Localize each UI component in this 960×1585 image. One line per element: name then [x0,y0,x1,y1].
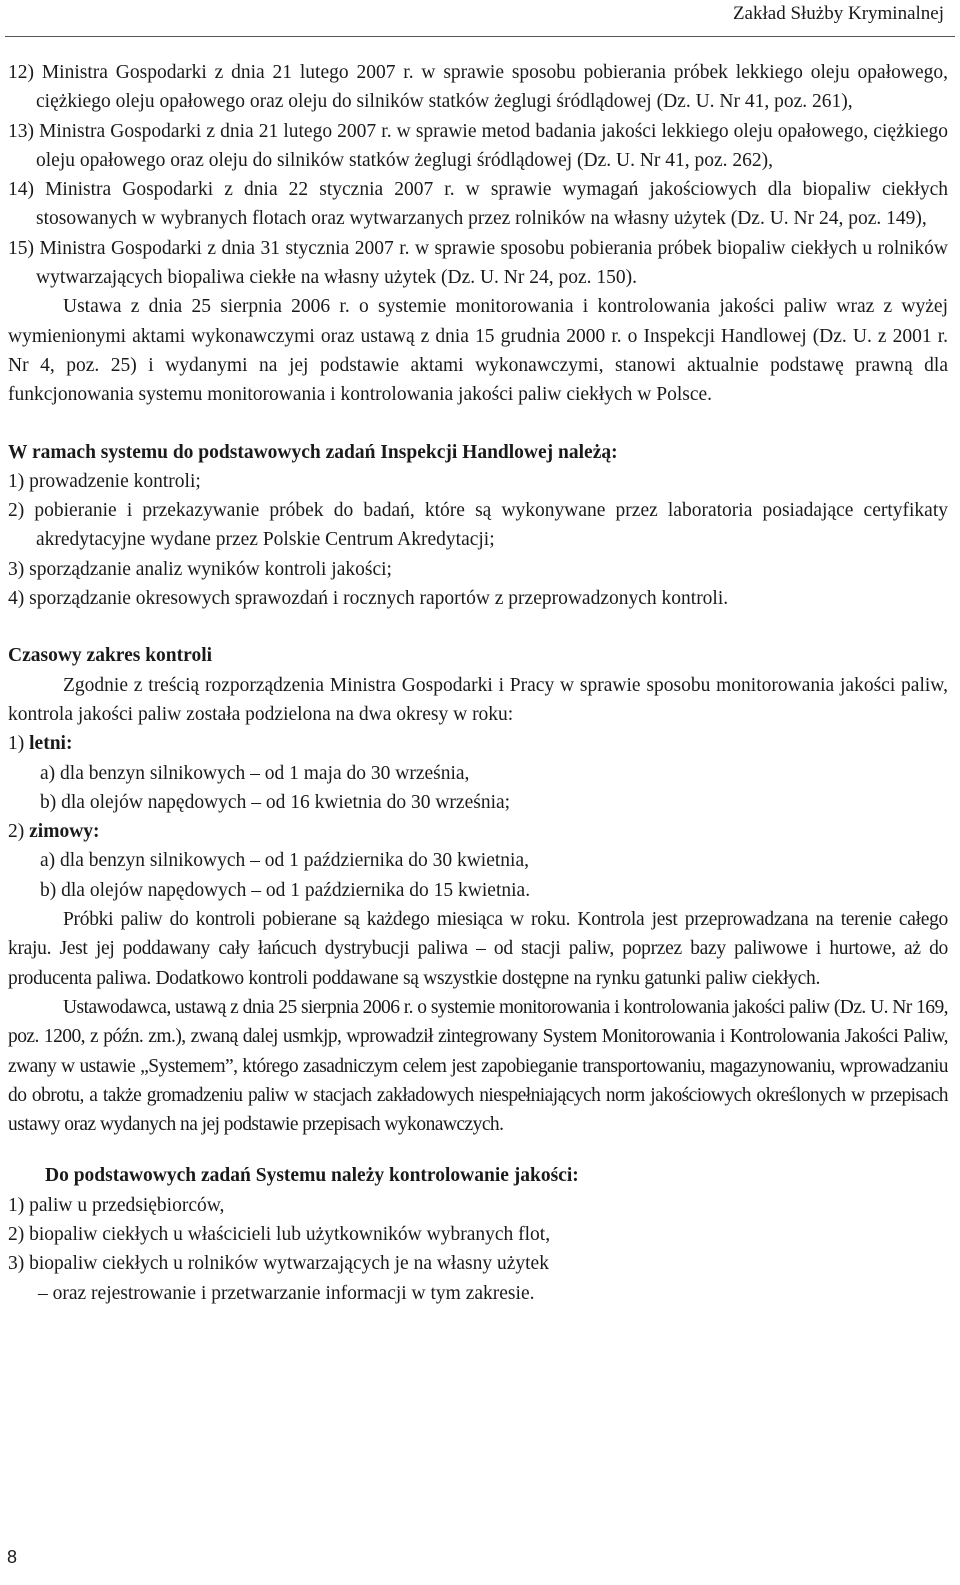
task-item [8,467,948,496]
system-paragraph: Ustawodawca, ustawą z dnia 25 sierpnia 2006 r. o systemie monitorowania i kontrolowania jakości paliw (Dz. U. Nr 169, poz. 1200, z późn. zm.), zwaną dalej usmkjp, wprowadził zintegrowany System Monitorowania i Kontrolowania Jakości Paliw, zwany w ustawie „Systemem”, którego zasadniczym celem jest zapobieganie transportowaniu, magazynowaniu, wprowadzaniu do obrotu, a także gromadzeniu paliw w stacjach zakładowych niespełniających norm jakościowych określonych w przepisach ustawy oraz wydanych na jej podstawie przepisach wykonawczych. [8,996,948,1136]
subitem-letter: a) [40,850,56,872]
task-item [8,496,948,555]
system-task-item [8,1191,948,1220]
subitem-text: dla benzyn silnikowych – od 1 października do 30 kwietnia, [60,850,529,872]
system-tasks-heading: Do podstawowych zadań Systemu należy kontrolowanie jakości: [45,1165,579,1187]
period-item [8,729,948,758]
system-tasks-closing: – oraz rejestrowanie i przetwarzanie informacji w tym zakresie. [38,1282,535,1304]
samples-paragraph: Próbki paliw do kontroli pobierane są każdego miesiąca w roku. Kontrola jest przeprowadzana na terenie całego kraju. Jest jej poddawany cały łańcuch dystrybucji paliwa – od stacji paliw, poprzez bazy paliwowe i hurtowe, aż do producenta paliwa. Dodatkowo kontroli poddawane są wszystkie dostępne na rynku gatunki paliw ciekłych. [8,909,948,989]
system-task-item [8,1220,948,1249]
task-item [8,584,948,613]
period-subitem [8,846,948,875]
period-subitem [8,759,948,788]
period-number: 1) [8,733,25,755]
running-header: Zakład Służby Kryminalnej [732,3,944,24]
item-text: Ministra Gospodarki z dnia 21 lutego 2007 r. w sprawie metod badania jakości lekkiego oleju opałowego, ciężkiego oleju opałowego oraz oleju do silników statków żeglugi śródlądowej (Dz. U. Nr 41, poz. 262), [36,120,949,171]
regulation-item [8,117,948,176]
task-number: 1) [8,470,25,492]
subitem-letter: b) [40,791,57,813]
system-task-text: paliw u przedsiębiorców, [29,1194,225,1216]
system-task-number: 1) [8,1194,25,1216]
system-task-number: 3) [8,1253,25,1275]
tasks-heading: W ramach systemu do podstawowych zadań Inspekcji Handlowej należą: [8,441,618,463]
subitem-letter: b) [40,879,57,901]
page-number: 8 [7,1547,18,1567]
regulation-item [8,175,948,234]
task-text: sporządzanie analiz wyników kontroli jakości; [29,558,392,580]
intro-paragraph: Ustawa z dnia 25 sierpnia 2006 r. o systemie monitorowania i kontrolowania jakości paliw wraz z wyżej wymienionymi aktami wykonawczymi oraz ustawą z dnia 15 grudnia 2000 r. o Inspekcji Handlowej (Dz. U. z 2001 r. Nr 4, poz. 25) i wydanymi na jej podstawie aktami wykonawczymi, stanowi aktualnie podstawę prawną dla funkcjonowania systemu monitorowania i kontrolowania jakości paliw ciekłych w Polsce. [8,296,948,406]
task-number: 4) [8,588,25,610]
system-task-number: 2) [8,1223,25,1245]
item-number: 13) [8,120,34,142]
time-section-heading: Czasowy zakres kontroli [8,645,213,667]
time-section-intro: Zgodnie z treścią rozporządzenia Ministra Gospodarki i Pracy w sprawie sposobu monitorowania jakości paliw, kontrola jakości paliw została podzielona na dwa okresy w roku: [8,674,948,725]
period-item [8,817,948,846]
period-name: zimowy: [29,821,100,843]
header-rule [5,36,955,37]
system-task-text: biopaliw ciekłych u właścicieli lub użytkowników wybranych flot, [29,1223,551,1245]
system-task-text: biopaliw ciekłych u rolników wytwarzających je na własny użytek [29,1253,549,1275]
subitem-text: dla olejów napędowych – od 1 października do 15 kwietnia. [61,879,531,901]
period-subitem [8,788,948,817]
item-text: Ministra Gospodarki z dnia 21 lutego 2007 r. w sprawie sposobu pobierania próbek lekkiego oleju opałowego, ciężkiego oleju opałowego oraz oleju do silników statków żeglugi śródlądowej (Dz. U. Nr 41, poz. 261), [36,62,948,113]
item-text: Ministra Gospodarki z dnia 22 stycznia 2007 r. w sprawie wymagań jakościowych dla biopaliw ciekłych stosowanych w wybranych flotach oraz wytwarzanych przez rolników na własny użytek (Dz. U. Nr 24, poz. 149), [36,179,948,230]
item-text: Ministra Gospodarki z dnia 31 stycznia 2007 r. w sprawie sposobu pobierania próbek biopaliw ciekłych u rolników wytwarzających biopaliwa ciekłe na własny użytek (Dz. U. Nr 24, poz. 150). [36,237,949,289]
period-subitem [8,876,948,905]
item-number: 15) [8,237,34,259]
task-text: prowadzenie kontroli; [29,470,201,492]
item-number: 14) [8,179,34,201]
system-task-item [8,1249,948,1278]
subitem-letter: a) [40,762,56,784]
period-name: letni: [29,733,73,755]
task-number: 2) [8,500,25,522]
period-number: 2) [8,821,25,843]
task-item [8,555,948,584]
task-text: sporządzanie okresowych sprawozdań i rocznych raportów z przeprowadzonych kontroli. [29,588,729,610]
regulation-item [8,58,948,117]
task-number: 3) [8,558,25,580]
page-body [8,58,948,1308]
regulation-item [8,234,948,293]
task-text: pobieranie i przekazywanie próbek do badań, które są wykonywane przez laboratoria posiadające certyfikaty akredytacyjne wydane przez Polskie Centrum Akredytacji; [34,500,949,551]
subitem-text: dla olejów napędowych – od 16 kwietnia do 30 września; [61,791,511,813]
item-number: 12) [8,62,34,83]
subitem-text: dla benzyn silnikowych – od 1 maja do 30 września, [60,762,470,784]
